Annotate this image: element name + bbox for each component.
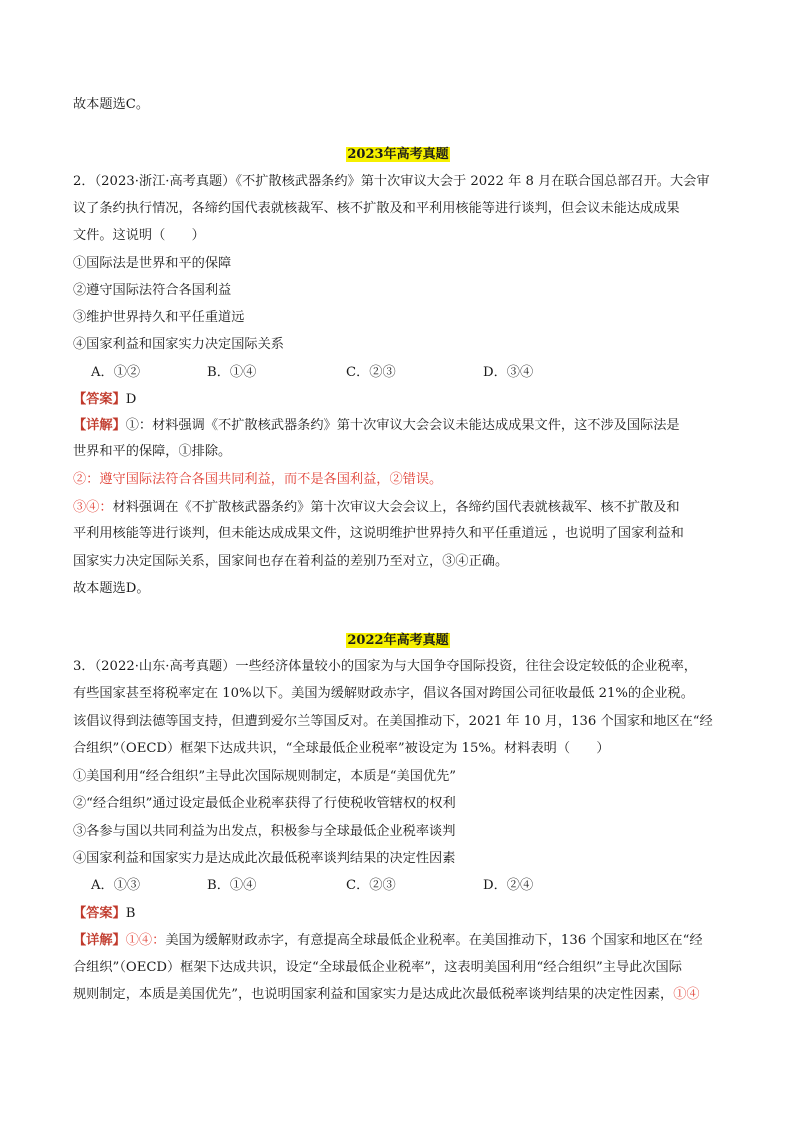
q3-choice-b: B．①④: [207, 878, 257, 893]
q2-stem-line-3: 文件。这说明（ ）: [73, 228, 205, 243]
q3-stem-line-2: 有些国家甚至将税率定在 10%以下。美国为缓解财政赤字，倡议各国对跨国公司征收最低 21%的企业税。: [73, 686, 694, 701]
q2-option-4: ④国家利益和国家实力决定国际关系: [73, 337, 284, 352]
q3-answer: [73, 904, 135, 924]
q3-detail-end-mark: ①④: [673, 987, 700, 1002]
q3-answer-tag: 【答案】: [73, 906, 126, 921]
q2-detail-line-3: ②：遵守国际法符合各国共同利益，而不是各国利益，②错误。: [73, 472, 443, 487]
section-title-2022-text: 2022年高考真题: [347, 633, 449, 648]
q2-option-3: ③维护世界持久和平任重道远: [73, 310, 245, 325]
q2-option-1: ①国际法是世界和平的保障: [73, 256, 232, 271]
q3-choice-d: D．②④: [483, 878, 534, 893]
q3-choice-a: A．①③: [91, 878, 141, 893]
q2-detail-line-4: ③④：材料强调在《不扩散核武器条约》第十次审议大会会议上，各缔约国代表就核裁军、核不扩散及和: [73, 500, 680, 515]
q2-detail-line-2: 世界和平的保障，①排除。: [73, 444, 232, 459]
q2-stem-line-1: 2．（2023·浙江·高考真题）《不扩散核武器条约》第十次审议大会于 2022 年 8 月在联合国总部召开。大会审: [73, 174, 710, 189]
q3-stem-line-1: 3．（2022·山东·高考真题）一些经济体量较小的国家为与大国争夺国际投资，往往会设定较低的企业税率，: [73, 659, 697, 674]
section-title-2023-text: 2023年高考真题: [347, 147, 449, 162]
section-title-2023: [73, 146, 723, 164]
q2-answer-value: D: [125, 392, 137, 407]
q3-answer-value: B: [125, 906, 136, 921]
q2-option-2: ②遵守国际法符合各国利益: [73, 283, 232, 298]
q3-detail-tag: 【详解】: [73, 933, 126, 948]
section-title-2022: [73, 632, 723, 650]
q2-choice-c: C．②③: [346, 365, 396, 380]
q3-option-2: ②“经合组织”通过设定最低企业税率获得了行使税收管辖权的权利: [73, 796, 456, 811]
conclusion-c: 故本题选C。: [73, 97, 150, 112]
q2-conclusion: 故本题选D。: [73, 581, 150, 596]
q3-option-1: ①美国利用“经合组织”主导此次国际规则制定，本质是“美国优先”: [73, 769, 457, 784]
q3-stem-line-3: 该倡议得到法德等国支持，但遭到爱尔兰等国反对。在美国推动下，2021 年 10 月，136 个国家和地区在“经: [73, 714, 713, 729]
q3-choice-c: C．②③: [346, 878, 396, 893]
q3-option-3: ③各参与国以共同利益为出发点，积极参与全球最低企业税率谈判: [73, 824, 456, 839]
q2-choice-a: A．①②: [91, 365, 141, 380]
q2-detail-line-1: 【详解】①：材料强调《不扩散核武器条约》第十次审议大会会议未能达成成果文件，这不涉及国际法是: [73, 418, 680, 433]
q2-answer: [73, 390, 136, 410]
q3-option-4: ④国家利益和国家实力是达成此次最低税率谈判结果的决定性因素: [73, 851, 456, 866]
q2-choice-d: D．③④: [483, 365, 534, 380]
q3-detail-line-3: 规则制定，本质是美国优先”，也说明国家利益和国家实力是达成此次最低税率谈判结果的决定性因素，①④: [73, 987, 700, 1002]
q2-detail-line-6: 国家实力决定国际关系，国家间也存在着利益的差别乃至对立，③④正确。: [73, 554, 509, 569]
q2-answer-tag: 【答案】: [73, 392, 126, 407]
q3-detail-line-2: 合组织”（OECD）框架下达成共识，设定“全球最低企业税率”，这表明美国利用“经合组织”主导此次国际: [73, 960, 682, 975]
q2-detail-line-5: 平利用核能等进行谈判，但未能达成成果文件，这说明维护世界持久和平任重道远 ，也说明了国家利益和: [73, 526, 684, 541]
q3-stem-line-4: 合组织”（OECD）框架下达成共识，“全球最低企业税率”被设定为 15%。材料表明（ ）: [73, 741, 610, 756]
q2-detail-mark: ③④：: [73, 500, 113, 515]
q3-detail-mark: ①④：: [125, 933, 166, 948]
q2-stem-line-2: 议了条约执行情况，各缔约国代表就核裁军、核不扩散及和平利用核能等进行谈判，但会议未能达成成果: [73, 201, 680, 216]
q2-detail-tag: 【详解】: [73, 418, 126, 433]
q2-choice-b: B．①④: [207, 365, 257, 380]
q3-detail-line-1: 【详解】①④：美国为缓解财政赤字，有意提高全球最低企业税率。在美国推动下，136 个国家和地区在“经: [73, 933, 703, 948]
